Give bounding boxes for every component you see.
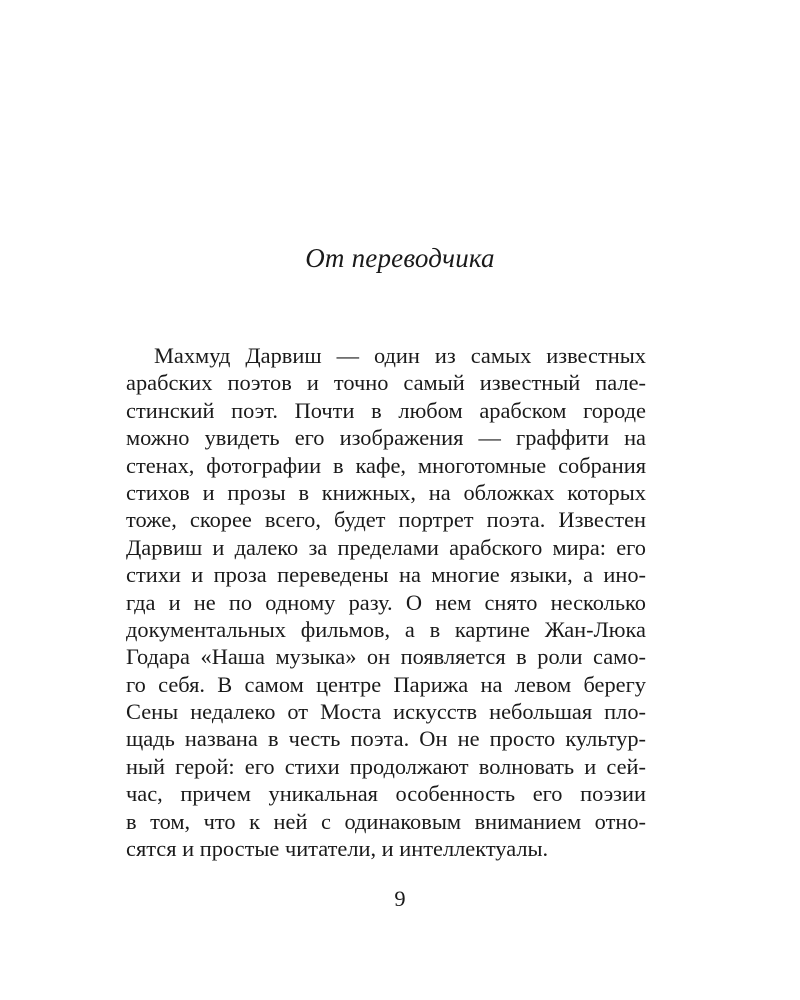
paragraph-line: час, причем уникальная особенность его поэзии	[126, 781, 646, 807]
paragraph-line: стихи и проза переведены на многие языки, а ино-	[126, 562, 646, 588]
paragraph-line: щадь названа в честь поэта. Он не просто культур-	[126, 726, 646, 752]
paragraph-line: ный герой: его стихи продолжают волновать и сей-	[126, 753, 646, 779]
paragraph-line: Дарвиш и далеко за пределами арабского мира: его	[126, 534, 646, 560]
paragraph-line: гда и не по одному разу. О нем снято несколько	[126, 589, 646, 615]
paragraph-line: стинский поэт. Почти в любом арабском городе	[126, 397, 646, 423]
paragraph-line: стихов и прозы в книжных, на обложках которых	[126, 479, 646, 505]
paragraph-line: Годара «Наша музыка» он появляется в роли само-	[126, 644, 646, 670]
chapter-heading: От переводчика	[305, 243, 495, 273]
paragraph-line: можно увидеть его изображения — граффити на	[126, 425, 646, 451]
paragraph-line: тоже, скорее всего, будет портрет поэта. Известен	[126, 507, 646, 533]
paragraph-line: арабских поэтов и точно самый известный пале-	[126, 370, 646, 396]
paragraph-line: сятся и простые читатели, и интеллектуалы.	[126, 836, 549, 862]
paragraph-line: Махмуд Дарвиш — один из самых известных	[154, 343, 646, 368]
paragraph-line: Сены недалеко от Моста искусств небольшая пло-	[126, 699, 646, 725]
paragraph-line: в том, что к ней с одинаковым вниманием отно-	[126, 808, 646, 834]
paragraph-line: го себя. В самом центре Парижа на левом берегу	[126, 671, 646, 697]
page-number: 9	[394, 886, 406, 911]
paragraph-line: стенах, фотографии в кафе, многотомные собрания	[126, 452, 646, 478]
paragraph-line: документальных фильмов, а в картине Жан-Люка	[126, 616, 646, 642]
body-paragraph	[126, 342, 646, 862]
